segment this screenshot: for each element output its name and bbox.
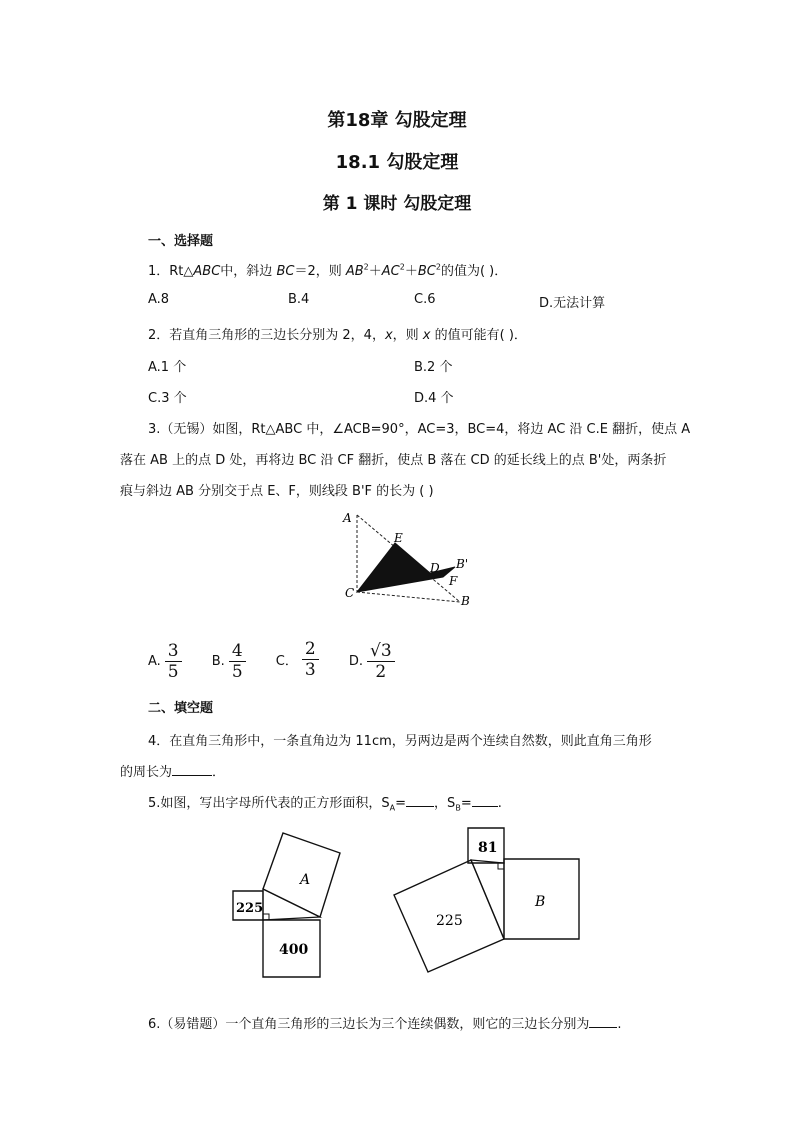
lesson-title: 第 1 课时 勾股定理 xyxy=(322,194,472,214)
q1-option-a: A.8 xyxy=(148,292,170,307)
question-2: 2．若直角三角形的三边长分别为 2，4，x，则 x 的值可能有( )． xyxy=(148,328,527,343)
q3-label-a: A xyxy=(343,511,352,525)
q5-fig2-label-b: B xyxy=(535,894,546,910)
q1-option-b: B.4 xyxy=(288,292,310,307)
q3-label-e: E xyxy=(394,531,403,545)
q3-label-c: C xyxy=(345,586,355,600)
q2-option-c: C.3 个 xyxy=(148,391,187,406)
question-5: 5.如图，写出字母所代表的正方形面积，$S_A=$ ，$S_B=$ . xyxy=(148,796,502,813)
q5-fig1-label-225: 225 xyxy=(236,901,264,916)
q3-option-d: D. $\frac{√3}{2}$ xyxy=(349,641,399,682)
q5-fig2-label-225: 225 xyxy=(436,913,463,929)
chapter-title: 第18章 勾股定理 xyxy=(327,110,467,131)
q3-label-f: F xyxy=(449,574,458,588)
question-3-line-2: 落在 AB 上的点 D 处，再将边 BC 沿 CF 翻折，使点 B 落在 CD 的延长线上的点 B'处，两条折 xyxy=(120,453,667,468)
question-4-line-1: 4．在直角三角形中，一条直角边为 11cm，另两边是两个连续自然数，则此直角三角形 xyxy=(148,734,652,749)
q5-squares-figure-1 xyxy=(228,832,368,980)
q1-option-c: C.6 xyxy=(414,292,436,307)
q5-squares-figure-2 xyxy=(390,825,590,980)
question-3-line-3: 痕与斜边 AB 分别交于点 E、F，则线段 B'F 的长为 ( ) xyxy=(120,484,434,499)
q6-answer-blank[interactable] xyxy=(589,1015,617,1028)
section-fill-heading: 二、填空题 xyxy=(148,701,214,716)
question-3-line-1: 3.（无锡）如图，Rt△ABC 中，∠ACB=90°，AC=3，BC=4，将边 AC 沿 C.E 翻折，使点 A xyxy=(148,422,691,437)
q3-options xyxy=(148,639,399,682)
question-6: 6.（易错题）一个直角三角形的三边长为三个连续偶数，则它的三边长分别为 . xyxy=(148,1017,622,1032)
section-title: 18.1 勾股定理 xyxy=(335,152,459,173)
q2-option-d: D.4 个 xyxy=(414,391,454,406)
q3-label-d: D xyxy=(430,561,440,575)
q4-answer-blank[interactable] xyxy=(172,763,212,776)
q5-fig2-label-81: 81 xyxy=(478,840,498,856)
section-choice-heading: 一、选择题 xyxy=(148,234,214,249)
q5-fig1-label-a: A xyxy=(300,872,311,888)
q3-option-b: B. $\frac{4}{5}$ xyxy=(212,641,250,682)
q5-answer-b-blank[interactable] xyxy=(472,794,498,807)
q3-label-bprime: B' xyxy=(456,557,469,571)
q3-option-c: C． $\frac{2}{3}$ xyxy=(276,639,323,680)
question-4-line-2: 的周长为 ． xyxy=(120,765,226,780)
q1-option-d: D.无法计算 xyxy=(539,296,606,311)
question-1: 1．Rt△ABC中，斜边 BC＝2，则 $AB^2+AC^2+BC^2$的值为( )． xyxy=(148,262,508,279)
q2-option-b: B.2 个 xyxy=(414,360,453,375)
q3-triangle-figure xyxy=(335,505,495,610)
q5-answer-a-blank[interactable] xyxy=(406,794,434,807)
q2-option-a: A.1 个 xyxy=(148,360,187,375)
q3-label-b: B xyxy=(461,594,470,608)
q5-fig1-label-400: 400 xyxy=(279,942,309,958)
q3-option-a: A. $\frac{3}{5}$ xyxy=(148,641,186,682)
